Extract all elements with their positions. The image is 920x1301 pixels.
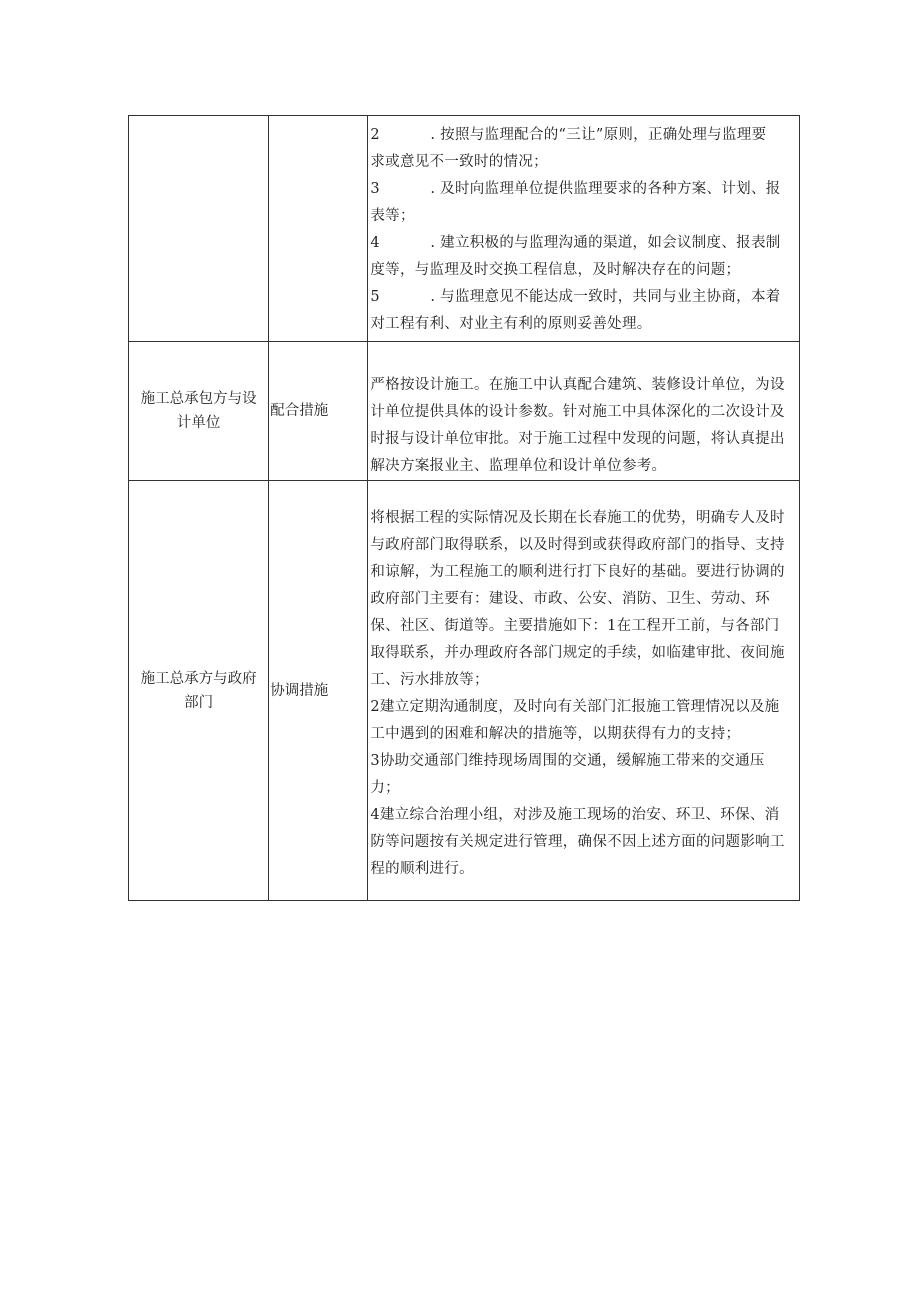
coordination-table bbox=[128, 115, 800, 901]
content-paragraph: 将根据工程的实际情况及长期在长春施工的优势，明确专人及时与政府部门取得联系，以及时得到或获得政府部门的指导、支持和谅解，为工程施工的顺利进行打下良好的基础。要进行协调的政府部门主要有：建设、市政、公安、消防、卫生、劳动、环保、社区、街道等。主要措施如下：1在工程开工前，与各部门取得联系，并办理政府各部门规定的手续，如临建审批、夜间施工、污水排放等； bbox=[370, 510, 785, 688]
item-text: . 建立积极的与监理沟通的渠道，如会议制度、报表制 bbox=[430, 235, 781, 251]
item-continuation: 对工程有利、对业主有利的原则妥善处理。 bbox=[370, 316, 652, 332]
item-number: 4 bbox=[370, 235, 380, 251]
item-continuation: 求或意见不一致时的情况； bbox=[370, 154, 548, 170]
content-cell bbox=[368, 342, 800, 481]
list-item bbox=[370, 230, 787, 257]
list-item bbox=[370, 176, 787, 203]
measure-cell bbox=[269, 116, 368, 342]
item-number: 3 bbox=[370, 181, 380, 197]
party-cell: 施工总承方与政府部门 bbox=[129, 481, 269, 901]
item-continuation: 表等； bbox=[370, 208, 415, 224]
item-number: 2 bbox=[370, 127, 380, 143]
item-text: . 与监理意见不能达成一致时，共同与业主协商，本着 bbox=[430, 289, 781, 305]
content-paragraph: 3协助交通部门维持现场周围的交通，缓解施工带来的交通压力； bbox=[370, 753, 765, 796]
list-item bbox=[370, 122, 787, 149]
content-paragraph: 4建立综合治理小组，对涉及施工现场的治安、环卫、环保、消防等问题按有关规定进行管理，确保不因上述方面的问题影响工程的顺利进行。 bbox=[370, 807, 785, 877]
measure-cell: 配合措施 bbox=[269, 342, 368, 481]
content-cell bbox=[368, 481, 800, 901]
content-paragraph: 2建立定期沟通制度，及时向有关部门汇报施工管理情况以及施工中遇到的困难和解决的措施等，以期获得有力的支持； bbox=[370, 699, 780, 742]
item-number: 5 bbox=[370, 289, 380, 305]
party-cell bbox=[129, 116, 269, 342]
content-paragraph: 严格按设计施工。在施工中认真配合建筑、装修设计单位，为设计单位提供具体的设计参数。针对施工中具体深化的二次设计及时报与设计单位审批。对于施工过程中发现的问题，将认真提出解决方案报业主、监理单位和设计单位参考。 bbox=[370, 377, 785, 474]
item-text: . 及时向监理单位提供监理要求的各种方案、计划、报 bbox=[430, 181, 781, 197]
measure-cell: 协调措施 bbox=[269, 481, 368, 901]
table-row bbox=[129, 481, 800, 901]
content-cell bbox=[368, 116, 800, 342]
list-item bbox=[370, 284, 787, 311]
table-row bbox=[129, 116, 800, 342]
party-cell: 施工总承包方与设计单位 bbox=[129, 342, 269, 481]
item-text: . 按照与监理配合的“三让”原则，正确处理与监理要 bbox=[430, 127, 767, 143]
item-continuation: 度等，与监理及时交换工程信息，及时解决存在的问题； bbox=[370, 262, 741, 278]
table-row bbox=[129, 342, 800, 481]
